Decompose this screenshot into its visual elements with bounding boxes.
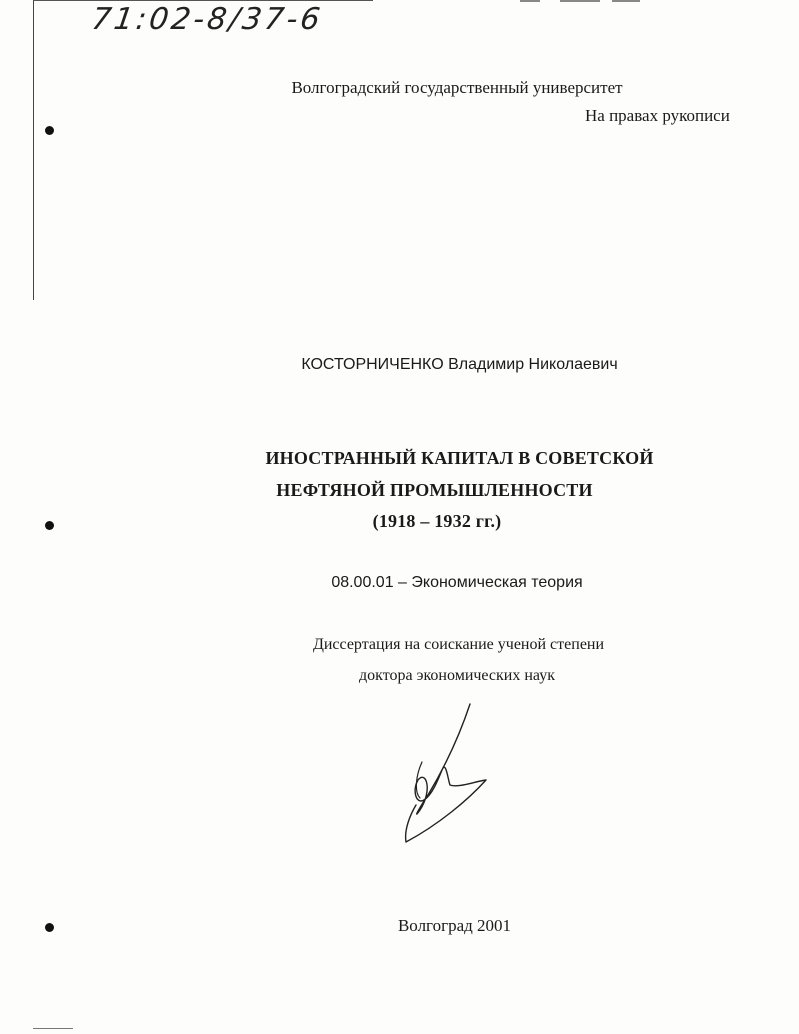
university-name: Волгоградский государственный университет xyxy=(291,78,623,97)
scan-margin-line xyxy=(33,0,34,300)
binding-hole xyxy=(45,126,54,135)
dissertation-line-1: Диссертация на соискание ученой степени xyxy=(312,636,605,653)
author-name: КОСТОРНИЧЕНКО Владимир Николаевич xyxy=(301,356,618,373)
handwritten-signature xyxy=(398,700,498,850)
specialty-code: 08.00.01 – Экономическая теория xyxy=(331,574,583,591)
archive-number: 71:02-8/37-6 xyxy=(89,2,326,37)
scan-bottom-line xyxy=(33,1028,73,1029)
title-line-2: НЕФТЯНОЙ ПРОМЫШЛЕННОСТИ xyxy=(276,480,593,500)
scan-top-mark xyxy=(560,0,600,2)
scan-top-mark xyxy=(612,0,640,2)
city-year: Волгоград 2001 xyxy=(397,916,512,935)
manuscript-note: На правах рукописи xyxy=(585,106,730,125)
dissertation-line-2: доктора экономических наук xyxy=(359,667,555,684)
title-line-1: ИНОСТРАННЫЙ КАПИТАЛ В СОВЕТСКОЙ xyxy=(265,448,654,468)
title-years: (1918 – 1932 гг.) xyxy=(372,511,502,531)
scan-top-mark xyxy=(520,0,540,2)
scan-top-line xyxy=(33,0,373,1)
